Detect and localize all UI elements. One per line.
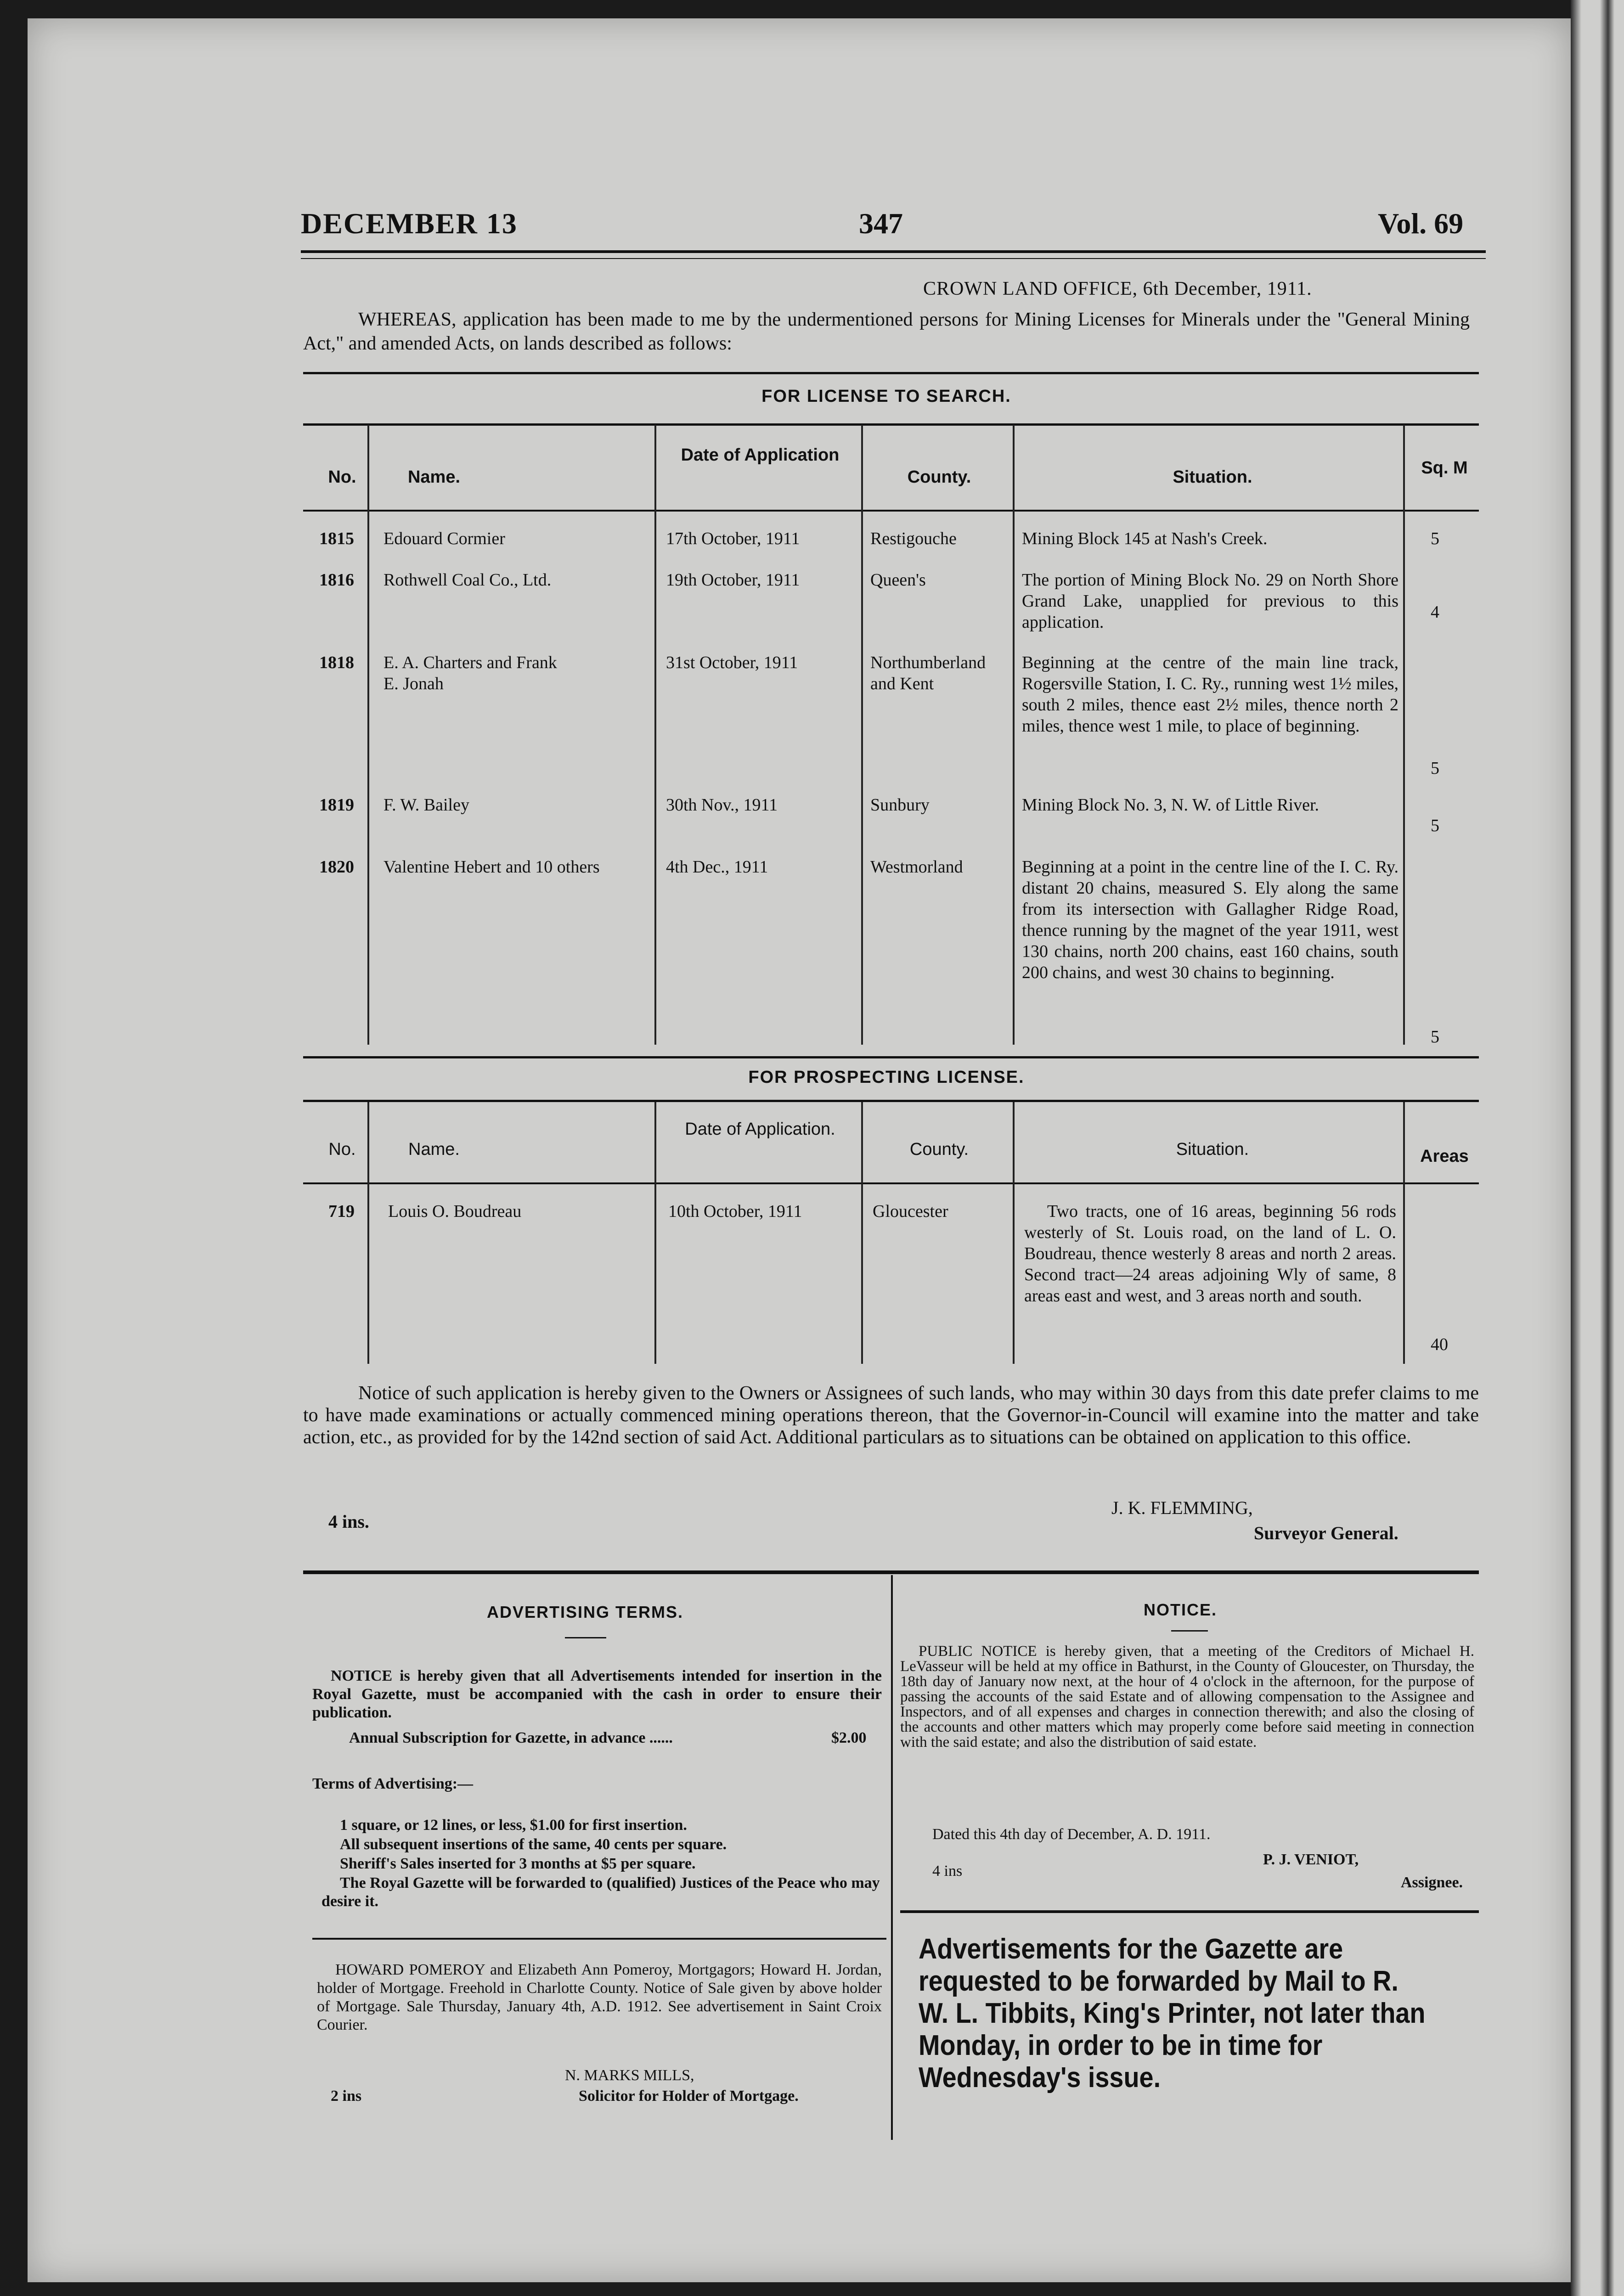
public-notice-dated: Dated this 4th day of December, A. D. 1911. xyxy=(932,1826,1211,1843)
notice-paragraph: Notice of such application is hereby given to the Owners or Assignees of such lands, who may within 30 days from this date prefer claims to me to have made examinations or actually commenced mining operations thereon, that the Governor-in-Council will examine into the matter and take action, etc., as provided for by the 142nd section of said Act. Additional particulars as to situations can be obtained on application to this office. xyxy=(303,1383,1479,1448)
intro-paragraph: WHEREAS, application has been made to me by the undermentioned persons for Mining Licenses for Minerals under the "General Mining Act," and amended Acts, on lands described as follows: xyxy=(303,309,1470,354)
public-notice-title: NOTICE. xyxy=(1144,1600,1218,1619)
mortgage-top-rule xyxy=(312,1938,886,1940)
row-situation: Two tracts, one of 16 areas, beginning 56 rods westerly of St. Louis road, on the land of L. O. Boudreau, thence westerly 8 areas and north 2 areas. Second tract—24 areas adjoining Wly of same, 8 areas east and west, and 3 areas north and south. xyxy=(1024,1202,1396,1306)
col-date: Date of Application. xyxy=(685,1120,835,1139)
row-date: 31st October, 1911 xyxy=(666,653,798,672)
terms-item: All subsequent insertions of the same, 40 cents per square. xyxy=(340,1836,727,1853)
row-date: 17th October, 1911 xyxy=(666,529,800,548)
page-number: 347 xyxy=(859,207,903,240)
terms-item: The Royal Gazette will be forwarded to (qualified) Justices of the Peace who may desire it. xyxy=(321,1874,880,1910)
gazette-top-rule xyxy=(900,1910,1479,1913)
row-situation: The portion of Mining Block No. 29 on North Shore Grand Lake, unapplied for previous to this application. xyxy=(1022,570,1398,632)
row-situation: Mining Block No. 3, N. W. of Little River. xyxy=(1022,795,1320,815)
search-divider xyxy=(1013,425,1015,1045)
row-no: 719 xyxy=(328,1202,355,1221)
search-divider xyxy=(654,425,656,1045)
col-date: Date of Application xyxy=(681,445,840,465)
issue-date: DECEMBER 13 xyxy=(301,207,518,240)
signature-name: J. K. FLEMMING, xyxy=(1111,1497,1253,1518)
search-section-title: FOR LICENSE TO SEARCH. xyxy=(761,387,1011,406)
row-county: Northumberland and Kent xyxy=(870,653,986,693)
col-county: County. xyxy=(909,1140,969,1159)
row-sq: 5 xyxy=(1431,1027,1439,1047)
prospecting-divider xyxy=(367,1102,369,1364)
subscription-price: $2.00 xyxy=(831,1729,867,1746)
search-header-top-rule xyxy=(303,423,1479,426)
subscription-label: Annual Subscription for Gazette, in advance ...... xyxy=(349,1729,673,1746)
search-divider xyxy=(367,425,369,1045)
row-situation: Mining Block 145 at Nash's Creek. xyxy=(1022,529,1268,548)
column-divider xyxy=(891,1575,893,2140)
row-county: Sunbury xyxy=(870,795,930,815)
row-no: 1816 xyxy=(319,570,354,590)
header-rule-thin xyxy=(301,258,1486,259)
mortgage-signer: N. MARKS MILLS, xyxy=(565,2067,694,2084)
row-county: Queen's xyxy=(870,570,926,590)
search-title-rule xyxy=(303,372,1479,374)
row-sq: 5 xyxy=(1431,529,1439,548)
advertising-title-rule xyxy=(565,1637,606,1638)
terms-item: Sheriff's Sales inserted for 3 months at $5 per square. xyxy=(340,1855,696,1872)
prospecting-header-bottom-rule xyxy=(303,1182,1479,1184)
insertions-label: 4 ins. xyxy=(328,1511,369,1532)
terms-item: 1 square, or 12 lines, or less, $1.00 for first insertion. xyxy=(340,1817,687,1834)
row-situation: Beginning at a point in the centre line of the I. C. Ry. distant 20 chains, measured S. Ely along the same from its intersection with Gallagher Ridge Road, thence running by the magnet of the year 1911, west 130 chains, north 200 chains, east 160 chains, south 200 chains, and west 30 chains to beginning. xyxy=(1022,857,1398,982)
row-name: Rothwell Coal Co., Ltd. xyxy=(383,570,552,590)
header-rule xyxy=(301,250,1486,253)
terms-heading: Terms of Advertising:— xyxy=(312,1775,474,1792)
col-situation: Situation. xyxy=(1173,467,1252,487)
prospecting-divider xyxy=(654,1102,656,1364)
row-situation: Beginning at the centre of the main line track, Rogersville Station, I. C. Ry., running west 1½ miles, south 2 miles, thence east 2½ miles, thence north 2 miles, thence west 1 mile, to place of beginning. xyxy=(1022,653,1398,736)
public-notice-text: PUBLIC NOTICE is hereby given, that a meeting of the Creditors of Michael H. LeVasseur will be held at my office in Bathurst, in the County of Gloucester, on Thursday, the 18th day of January now next, at the hour of 4 o'clock in the afternoon, for the purpose of passing the accounts of the said Estate and of allowing compensation to the Assignee and Inspectors, and of all expenses and charges in connection therewith; and also the closing of the accounts and other matters which may properly come before said meeting in connection with the said estate; and also the distribution of said estate. xyxy=(900,1643,1474,1750)
row-no: 1815 xyxy=(319,529,354,548)
row-name: E. A. Charters and Frank E. Jonah xyxy=(383,653,557,693)
row-name: Valentine Hebert and 10 others xyxy=(383,857,600,877)
advertising-notice: NOTICE is hereby given that all Advertisements intended for insertion in the Royal Gazette, must be accompanied with the cash in order to ensure their publication. xyxy=(312,1667,882,1721)
col-areas: Areas xyxy=(1420,1147,1469,1166)
col-name: Name. xyxy=(407,467,461,487)
row-areas: 40 xyxy=(1431,1335,1448,1354)
volume-number: Vol. 69 xyxy=(1378,207,1464,240)
row-county: Restigouche xyxy=(870,529,957,548)
col-no: No. xyxy=(328,1140,356,1159)
row-name: Edouard Cormier xyxy=(383,529,505,548)
row-county: Gloucester xyxy=(873,1202,948,1221)
book-spine xyxy=(1571,0,1624,2296)
prospecting-header-top-rule xyxy=(303,1100,1479,1102)
row-name: Louis O. Boudreau xyxy=(388,1202,522,1221)
gazette-mail-notice: Advertisements for the Gazette are requested to be forwarded by Mail to R. W. L. Tibbits, King's Printer, not later than Monday, in order to be in time for Wednesday's issue. xyxy=(919,1933,1426,2093)
row-no: 1818 xyxy=(319,653,354,672)
public-notice-insertions: 4 ins xyxy=(932,1863,963,1880)
col-name: Name. xyxy=(408,1140,460,1159)
prospecting-divider xyxy=(861,1102,863,1364)
mortgage-insertions: 2 ins xyxy=(331,2088,362,2105)
col-no: No. xyxy=(328,467,356,487)
row-date: 10th October, 1911 xyxy=(668,1202,802,1221)
row-no: 1820 xyxy=(319,857,354,877)
public-notice-title-rule xyxy=(1171,1630,1208,1632)
prospecting-divider xyxy=(1403,1102,1405,1364)
row-no: 1819 xyxy=(319,795,354,815)
row-sq: 4 xyxy=(1431,602,1439,622)
row-county: Westmorland xyxy=(870,857,963,877)
row-sq: 5 xyxy=(1431,759,1439,778)
mortgage-signer-title: Solicitor for Holder of Mortgage. xyxy=(579,2088,799,2105)
advertising-title: ADVERTISING TERMS. xyxy=(487,1603,684,1621)
office-dateline: CROWN LAND OFFICE, 6th December, 1911. xyxy=(923,278,1312,299)
prospecting-divider xyxy=(1013,1102,1015,1364)
row-date: 30th Nov., 1911 xyxy=(666,795,778,815)
col-situation: Situation. xyxy=(1176,1140,1249,1159)
section-divider-rule xyxy=(303,1570,1479,1574)
col-sq: Sq. M xyxy=(1421,458,1468,478)
search-bottom-rule xyxy=(303,1056,1479,1058)
search-divider xyxy=(1403,425,1405,1045)
search-header-bottom-rule xyxy=(303,510,1479,512)
row-name: F. W. Bailey xyxy=(383,795,469,815)
search-divider xyxy=(861,425,863,1045)
row-sq: 5 xyxy=(1431,816,1439,835)
public-notice-signer-title: Assignee. xyxy=(1401,1874,1463,1891)
prospecting-section-title: FOR PROSPECTING LICENSE. xyxy=(748,1068,1025,1087)
signature-title: Surveyor General. xyxy=(1254,1523,1398,1543)
mortgage-notice: HOWARD POMEROY and Elizabeth Ann Pomeroy, Mortgagors; Howard H. Jordan, holder of Mortgage. Freehold in Charlotte County. Notice of Sale given by above holder of Mortgage. Sale Thursday, January 4th, A.D. 1912. See advertisement in Saint Croix Courier. xyxy=(317,1961,882,2033)
row-date: 4th Dec., 1911 xyxy=(666,857,768,877)
row-date: 19th October, 1911 xyxy=(666,570,800,590)
public-notice-signer: P. J. VENIOT, xyxy=(1263,1851,1359,1868)
col-county: County. xyxy=(907,467,971,487)
